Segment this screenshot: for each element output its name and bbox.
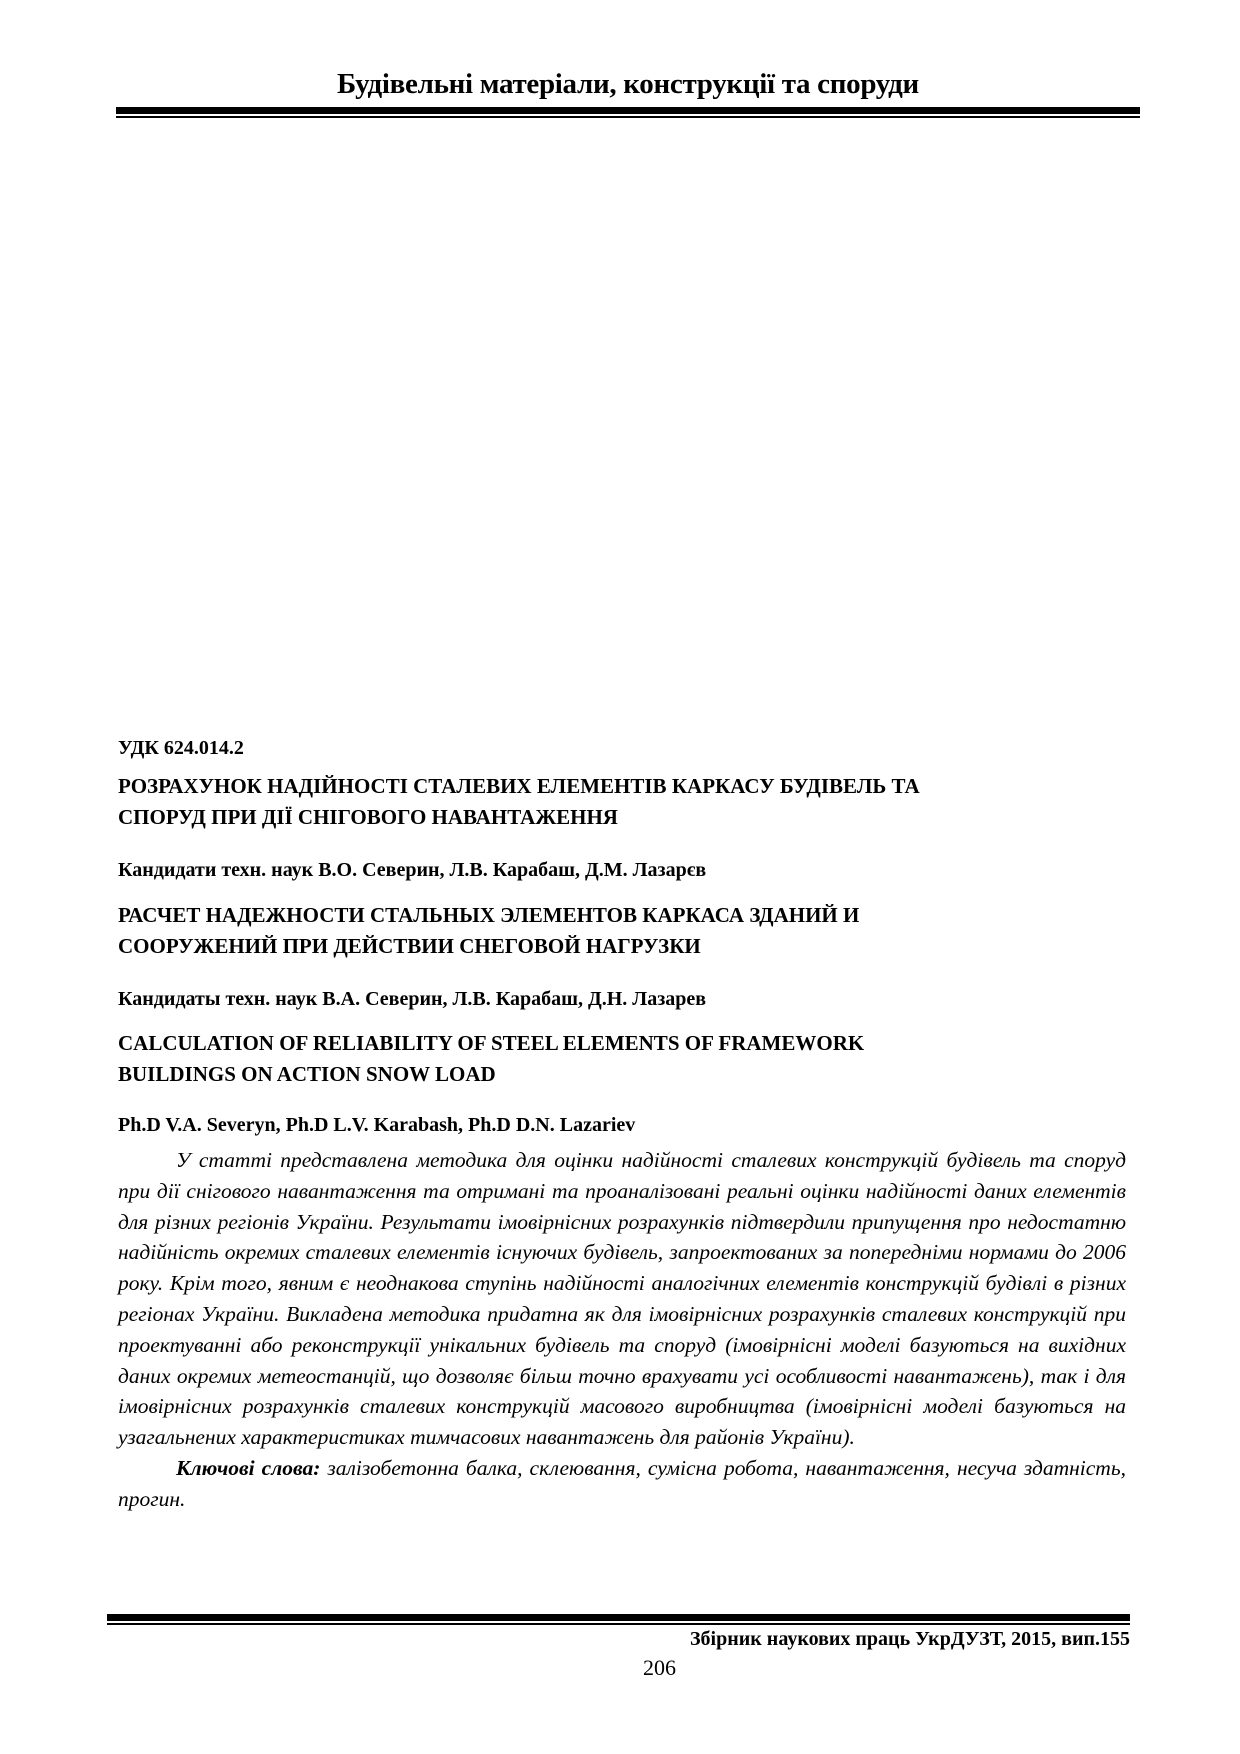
header-rule-thick xyxy=(116,107,1140,114)
title-ru-line1: РАСЧЕТ НАДЕЖНОСТИ СТАЛЬНЫХ ЭЛЕМЕНТОВ КАРКАСА ЗДАНИЙ И xyxy=(118,903,860,927)
title-en-line1: CALCULATION OF RELIABILITY OF STEEL ELEMENTS OF FRAMEWORK xyxy=(118,1031,865,1055)
title-russian xyxy=(118,900,1128,962)
running-header-title: Будівельні матеріали, конструкції та споруди xyxy=(337,68,919,100)
authors-english: Ph.D V.A. Severyn, Ph.D L.V. Karabash, Ph.D D.N. Lazariev xyxy=(118,1114,636,1136)
title-ukrainian xyxy=(118,771,1128,833)
footer-rule-thin xyxy=(107,1623,1130,1625)
keywords-label: Ключові слова: xyxy=(176,1455,321,1480)
header-rule-thin xyxy=(116,116,1140,118)
authors-russian: Кандидаты техн. наук В.А. Северин, Л.В. Карабаш, Д.Н. Лазарев xyxy=(118,988,707,1010)
authors-ukrainian: Кандидати техн. наук В.О. Северин, Л.В. Карабаш, Д.М. Лазарєв xyxy=(118,859,707,881)
title-ru-line2: СООРУЖЕНИЙ ПРИ ДЕЙСТВИИ СНЕГОВОЙ НАГРУЗКИ xyxy=(118,934,701,958)
title-english xyxy=(118,1028,1128,1090)
keywords xyxy=(118,1453,1126,1515)
journal-citation: Збірник наукових праць УкрДУЗТ, 2015, вип.155 xyxy=(690,1628,1130,1650)
abstract xyxy=(118,1145,1126,1515)
keywords-list: залізобетонна балка, склеювання, сумісна робота, навантаження, несуча здатність, прогин. xyxy=(118,1455,1126,1511)
abstract-text: У статті представлена методика для оцінки надійності сталевих конструкцій будівель та споруд при дії снігового навантаження та отримані та проаналізовані реальні оцінки надійності даних елементів для різних регіонів України. Результати імовірнісних розрахунків підтвердили припущення про недостатню надійність окремих сталевих елементів існуючих будівель, запроектованих за попередніми нормами до 2006 року. Крім того, явним є неоднакова ступінь надійності аналогічних елементів конструкцій будівлі в різних регіонах України. Викладена методика придатна як для імовірнісних розрахунків сталевих конструкцій при проектуванні або реконструкції унікальних будівель та споруд (імовірнісні моделі базуються на вихідних даних окремих метеостанцій, що дозволяє більш точно врахувати усі особливості навантажень), так і для імовірнісних розрахунків сталевих конструкцій масового виробництва (імовірнісні моделі базуються на узагальнених характеристиках тимчасових навантажень для районів України). xyxy=(118,1148,1126,1450)
udk-code: УДК 624.014.2 xyxy=(118,737,244,759)
title-uk-line2: СПОРУД ПРИ ДІЇ СНІГОВОГО НАВАНТАЖЕННЯ xyxy=(118,805,618,829)
title-uk-line1: РОЗРАХУНОК НАДІЙНОСТІ СТАЛЕВИХ ЕЛЕМЕНТІВ КАРКАСУ БУДІВЕЛЬ ТА xyxy=(118,774,920,798)
page-number: 206 xyxy=(643,1655,676,1680)
footer-rule-thick xyxy=(107,1614,1130,1621)
title-en-line2: BUILDINGS ON ACTION SNOW LOAD xyxy=(118,1062,496,1086)
